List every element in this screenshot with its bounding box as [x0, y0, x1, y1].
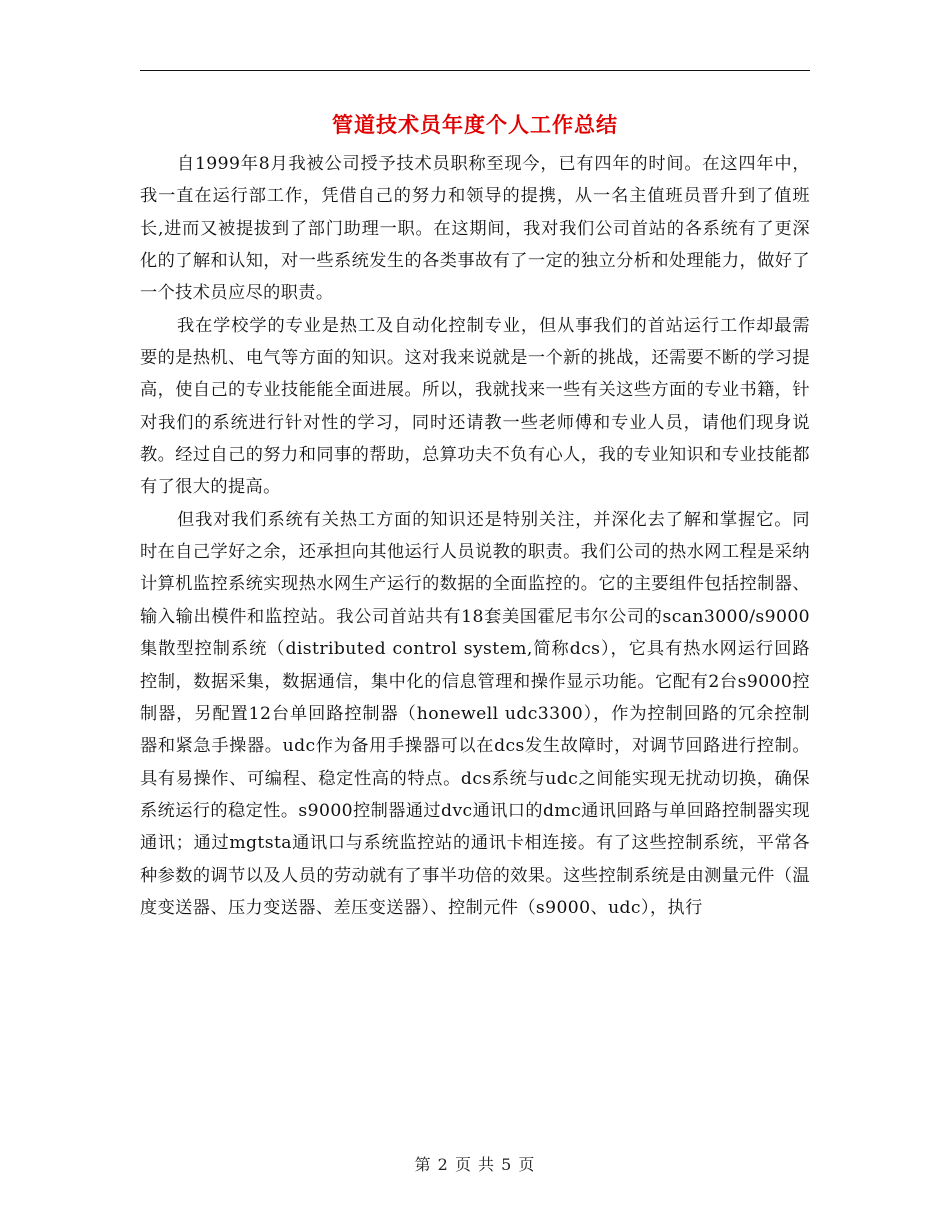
page-footer — [140, 1152, 810, 1175]
document-title: 管道技术员年度个人工作总结 — [332, 113, 618, 137]
paragraph-1: 自1999年8月我被公司授予技术员职称至现今，已有四年的时间。在这四年中，我一直在运行部工作，凭借自己的努力和领导的提携，从一名主值班员晋升到了值班长,进而又被提拔到了部门助理一职。在这期间，我对我们公司首站的各系统有了更深化的了解和认知，对一些系统发生的各类事故有了一定的独立分析和处理能力，做好了一个技术员应尽的职责。 — [140, 154, 810, 304]
header-rule — [140, 70, 810, 71]
page-number-label: 第 2 页 共 5 页 — [414, 1155, 536, 1174]
document-body — [140, 148, 810, 924]
paragraph-2: 我在学校学的专业是热工及自动化控制专业，但从事我们的首站运行工作却最需要的是热机、电气等方面的知识。这对我来说就是一个新的挑战，还需要不断的学习提高，使自己的专业技能能全面进展。所以，我就找来一些有关这些方面的专业书籍，针对我们的系统进行针对性的学习，同时还请教一些老师傅和专业人员，请他们现身说教。经过自己的努力和同事的帮助，总算功夫不负有心人，我的专业知识和专业技能都有了很大的提高。 — [140, 315, 810, 498]
paragraph-3: 但我对我们系统有关热工方面的知识还是特别关注，并深化去了解和掌握它。同时在自己学好之余，还承担向其他运行人员说教的职责。我们公司的热水网工程是采纳计算机监控系统实现热水网生产运行的数据的全面监控的。它的主要组件包括控制器、输入输出模件和监控站。我公司首站共有18套美国霍尼韦尔公司的scan3000/s9000集散型控制系统（distributed control system,简称dcs），它具有热水网运行回路控制，数据采集，数据通信，集中化的信息管理和操作显示功能。它配有2台s9000控制器，另配置12台单回路控制器（honewell udc3300），作为控制回路的冗余控制器和紧急手操器。udc作为备用手操器可以在dcs发生故障时，对调节回路进行控制。具有易操作、可编程、稳定性高的特点。dcs系统与udc之间能实现无扰动切换，确保系统运行的稳定性。s9000控制器通过dvc通讯口的dmc通讯回路与单回路控制器实现通讯；通过mgtsta通讯口与系统监控站的通讯卡相连接。有了这些控制系统，平常各种参数的调节以及人员的劳动就有了事半功倍的效果。这些控制系统是由测量元件（温度变送器、压力变送器、差压变送器）、控制元件（s9000、udc），执行 — [140, 509, 810, 918]
